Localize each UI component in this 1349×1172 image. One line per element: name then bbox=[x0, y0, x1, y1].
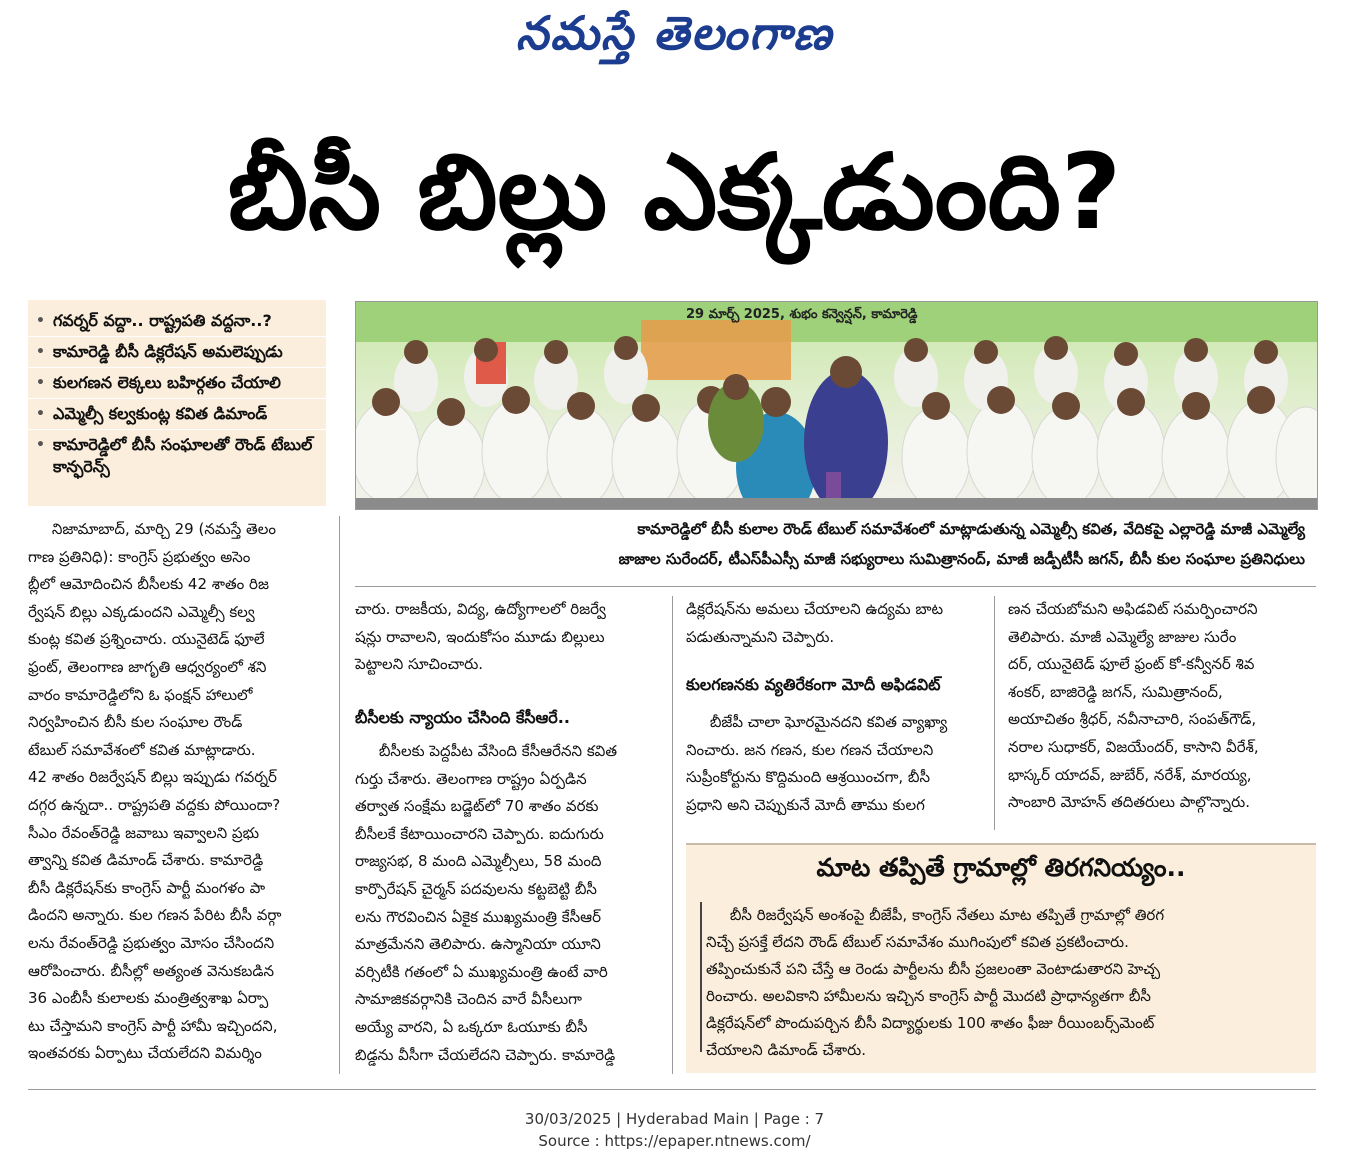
highlight-item: • కామారెడ్డిలో బీసీ సంఘాలతో రౌండ్ టేబుల్ కాన్ఫరెన్స్ bbox=[36, 435, 313, 476]
article-column-2-top: చారు. రాజకీయ, విద్య, ఉద్యోగాలలో రిజర్వే షన్లు రావాలని, ఇందుకోసం మూడు బిల్లులు పెట్టాలని సూచించారు. bbox=[355, 600, 606, 674]
highlight-box-text: బీసీ రిజర్వేషన్ అంశంపై బీజేపీ, కాంగ్రెస్ నేతలు మాట తప్పితే గ్రామాల్లో తిరగ నిచ్చే ప్రసక్తే లేదని రౌండ్ టేబుల్ సమావేశం ముగింపులో కవిత ప్రకటించారు. తప్పించుకునే పని చేస్తే ఆ రెండు పార్టీలను బీసీ ప్రజలంతా వెంటాడుతారని హెచ్చ రించారు. అలవికాని హామీలను ఇచ్చిన కాంగ్రెస్ పార్టీ మొదటి ప్రాధాన్యతగా బీసీ డిక్లరేషన్‌లో పొందుపర్చిన బీసీ విద్యార్థులకు 100 శాతం ఫీజు రీయింబర్స్‌మెంట్ చేయాలని డిమాండ్ చేశారు. bbox=[706, 906, 1165, 1059]
newspaper-masthead: నమస్తే తెలంగాణ bbox=[515, 6, 834, 60]
photo-banner-text: 29 మార్చ్ 2025, శుభం కన్వెన్షన్, కామారెడ్డి bbox=[686, 307, 918, 322]
event-photo bbox=[355, 301, 1318, 510]
headline: బీసీ బిల్లు ఎక్కడుంది? bbox=[227, 131, 1122, 253]
column-divider bbox=[672, 596, 673, 1074]
article-column-4: ణన చేయబోమని అఫిడవిట్ సమర్పించారని తెలిపారు. మాజీ ఎమ్మెల్యే జాజుల సురేం దర్, యునైటెడ్ ఫూలే ఫ్రంట్ కో-కన్వీనర్ శివ శంకర్, బాజిరెడ్డి జగన్, సుమిత్రానంద్, అయాచితం శ్రీధర్, నవీనాచారి, సంపత్‌గౌడ్, నరాల సుధాకర్, విజయేందర్, కాసాని వీరేశ్, భాస్కర్ యాదవ్, జుబేర్, నరేశ్, మారయ్య, సాంబారి మోహన్ తదితరులు పాల్గొన్నారు. bbox=[1008, 600, 1259, 812]
photo-caption bbox=[375, 514, 1305, 574]
highlight-item: • ఎమ్మెల్సీ కల్వకుంట్ల కవిత డిమాండ్ bbox=[28, 399, 326, 430]
subheading: కులగణనకు వ్యతిరేకంగా మోదీ అఫిడవిట్ bbox=[686, 675, 941, 694]
highlight-box bbox=[686, 843, 1316, 1073]
bullet-icon: • bbox=[36, 406, 45, 422]
bullet-icon: • bbox=[36, 375, 45, 391]
footer-source-line: Source : https://epaper.ntnews.com/ bbox=[538, 1132, 811, 1150]
highlight-item: • గవర్నర్ వద్దా.. రాష్ట్రపతి వద్దనా..? bbox=[28, 306, 326, 337]
article-column-3-body: బీజేపీ చాలా ఘోరమైనదని కవిత వ్యాఖ్యా నించారు. జన గణన, కుల గణన చేయాలని సుప్రీంకోర్టును కొద్దిమంది ఆశ్రయించగా, బీసీ ప్రధాని అని చెప్పుకునే మోదీ తాము కులగ bbox=[686, 713, 948, 814]
footer-edition-line: 30/03/2025 | Hyderabad Main | Page : 7 bbox=[524, 1110, 825, 1128]
bullet-icon: • bbox=[36, 344, 45, 360]
highlight-box-title: మాట తప్పితే గ్రామాల్లో తిరగనియ్యం.. bbox=[816, 853, 1186, 882]
caption-line: కామారెడ్డిలో బీసీ కులాల రౌండ్ టేబుల్ సమావేశంలో మాట్లాడుతున్న ఎమ్మెల్సీ కవిత, వేదికపై ఎల్లారెడ్డి మాజీ ఎమ్మెల్యే bbox=[637, 520, 1305, 538]
page-bottom-rule bbox=[28, 1089, 1316, 1090]
section-divider bbox=[355, 586, 1316, 587]
highlights-box bbox=[28, 300, 326, 506]
quote-bar bbox=[700, 902, 702, 1052]
bullet-icon: • bbox=[36, 313, 45, 329]
bullet-icon: • bbox=[36, 437, 45, 453]
article-column-2-body: బీసీలకు పెద్దపీట వేసింది కేసీఆరేనని కవిత గుర్తు చేశారు. తెలంగాణ రాష్ట్రం ఏర్పడిన తర్వాత సంక్షేమ బడ్జెట్‌లో 70 శాతం వరకు బీసీలకే కేటాయించారని చెప్పారు. ఐదుగురు రాజ్యసభ, 8 మంది ఎమ్మెల్సీలు, 58 మంది కార్పొరేషన్ చైర్మన్ పదవులను కట్టబెట్టి బీసీ లను గౌరవించిన ఏకైక ముఖ్యమంత్రి కేసీఆర్ మాత్రమేనని తెలిపారు. ఉస్మానియా యూని వర్సిటీకి గతంలో ఏ ముఖ్యమంత్రి ఉంటే వారి సామాజికవర్గానికి చెందిన వారే వీసీలుగా అయ్యే వారని, ఏ ఒక్కరూ ఓయూకు బీసీ బిడ్డను వీసీగా చేయలేదని చెప్పారు. కామారెడ్డి bbox=[355, 742, 618, 1064]
highlight-item: • కులగణన లెక్కలు బహిర్గతం చేయాలి bbox=[28, 368, 326, 399]
article-column-3-top: డిక్లరేషన్‌ను అమలు చేయాలని ఉద్యమ బాట పడుతున్నామని చెప్పారు. bbox=[686, 600, 944, 646]
event-photo-illustration bbox=[356, 302, 1317, 509]
column-divider bbox=[339, 516, 340, 1074]
article-column-1: నిజామాబాద్, మార్చి 29 (నమస్తే తెలం గాణ ప్రతినిధి): కాంగ్రెస్ ప్రభుత్వం అసెం బ్లీలో ఆమోదించిన బీసీలకు 42 శాతం రిజ ర్వేషన్ బిల్లు ఎక్కడుందని ఎమ్మెల్సీ కల్వ కుంట్ల కవిత ప్రశ్నించారు. యునైటెడ్ ఫూలే ఫ్రంట్, తెలంగాణ జాగృతి ఆధ్వర్యంలో శని వారం కామారెడ్డిలోని ఓ ఫంక్షన్ హాలులో నిర్వహించిన బీసీ కుల సంఘాల రౌండ్ టేబుల్ సమావేశంలో కవిత మాట్లాడారు. 42 శాతం రిజర్వేషన్ బిల్లు ఇప్పుడు గవర్నర్ దగ్గర ఉన్నదా.. రాష్ట్రపతి వద్దకు పోయిందా? సీఎం రేవంత్‌రెడ్డి జవాబు ఇవ్వాలని ప్రభు త్వాన్ని కవిత డిమాండ్ చేశారు. కామారెడ్డి బీసీ డిక్లరేషన్‌కు కాంగ్రెస్ పార్టీ మంగళం పా డిందని అన్నారు. కుల గణన పేరిట బీసీ వర్గా లను రేవంత్‌రెడ్డి ప్రభుత్వం మోసం చేసిందని ఆరోపించారు. బీసీల్లో అత్యంత వెనుకబడిన 36 ఎంబీసీ కులాలకు మంత్రిత్వశాఖ ఏర్పా టు చేస్తామని కాంగ్రెస్ పార్టీ హామీ ఇచ్చిందని, ఇంతవరకు ఏర్పాటు చేయలేదని విమర్శిం bbox=[28, 520, 282, 1063]
subheading: బీసీలకు న్యాయం చేసింది కేసీఆరే.. bbox=[355, 708, 570, 727]
highlight-item: • కామారెడ్డి బీసీ డిక్లరేషన్ అమలెప్పుడు bbox=[28, 337, 326, 368]
caption-line: జాజాల సురేందర్, టీఎస్‌పీఎస్సీ మాజీ సభ్యురాలు సుమిత్రానంద్, మాజీ జడ్పీటీసీ జగన్, బీసీ కుల సంఘాల ప్రతినిధులు bbox=[618, 550, 1305, 568]
column-divider bbox=[994, 596, 995, 830]
